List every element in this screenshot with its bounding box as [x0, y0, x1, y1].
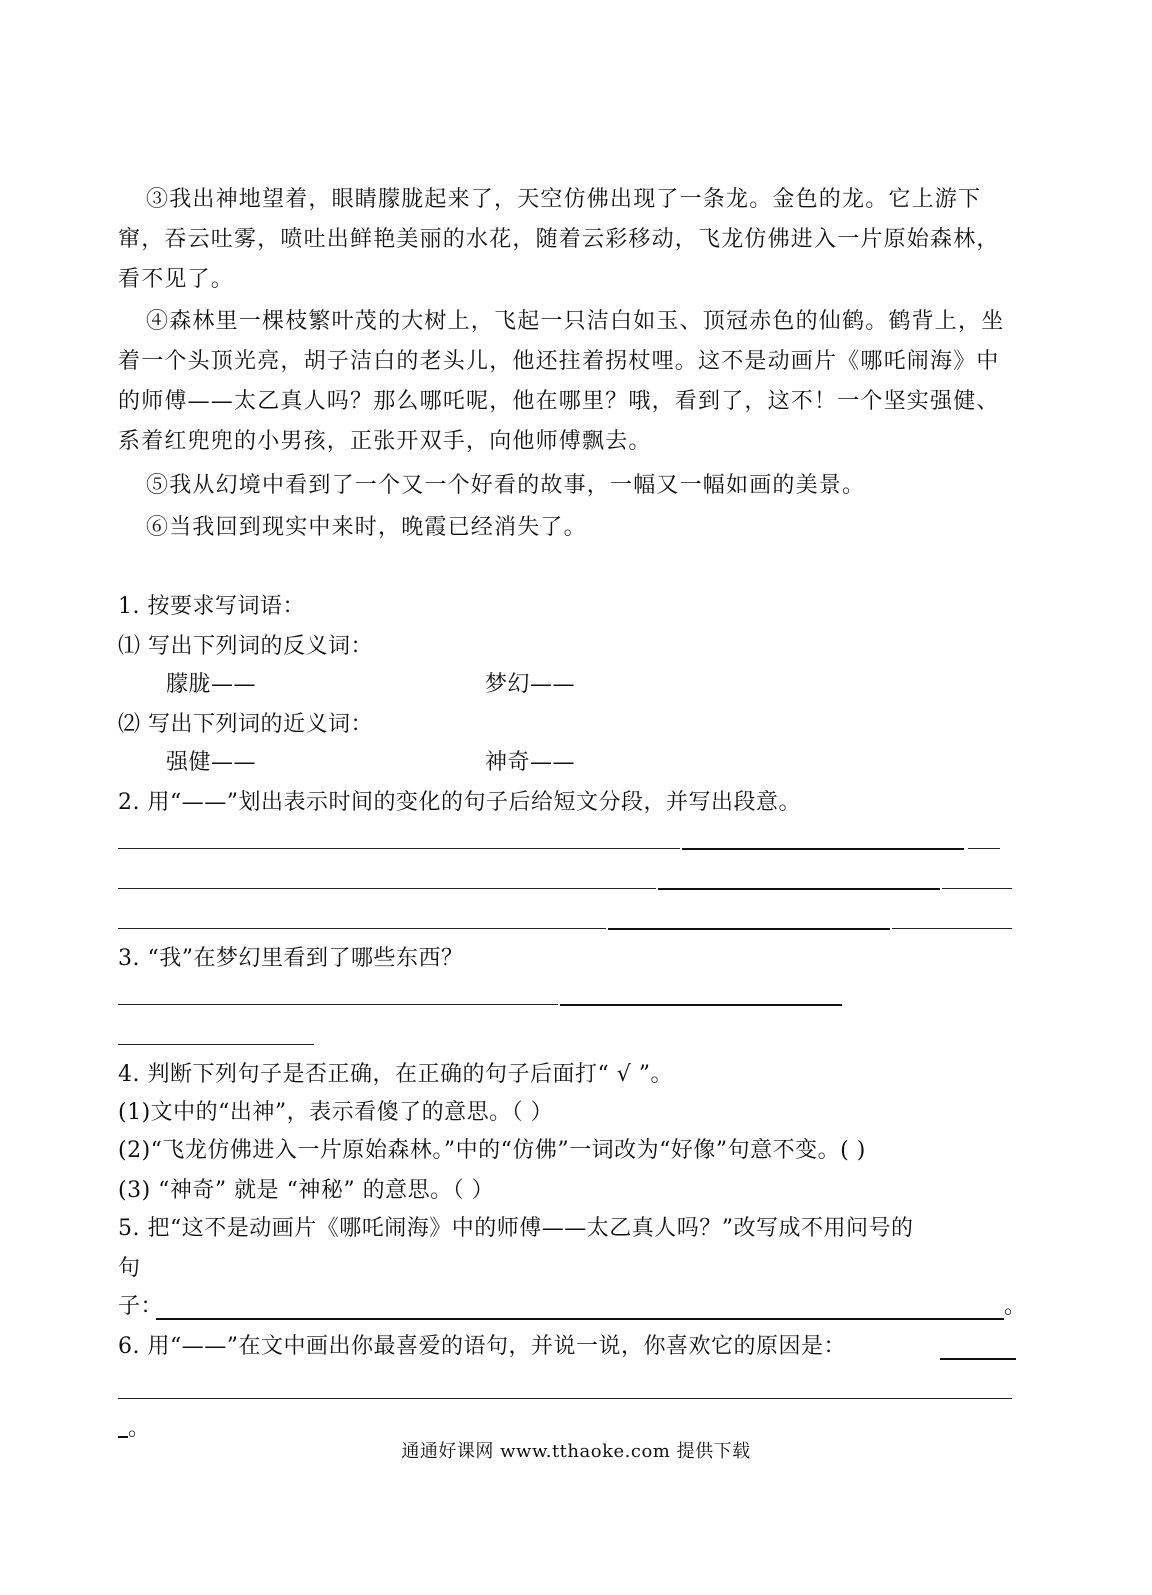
question-4-1: (1)文中的“出神”，表示看傻了的意思。（ ）	[118, 1100, 554, 1125]
answer-line[interactable]	[942, 888, 1012, 889]
answer-line[interactable]	[118, 848, 680, 849]
question-5: 5. 把“这不是动画片《哪吒闹海》中的师傅——太乙真人吗？”改写成不用问号的	[118, 1216, 914, 1241]
question-1-2: ⑵ 写出下列词的近义词：	[118, 712, 373, 737]
question-1: 1. 按要求写词语：	[118, 594, 305, 619]
question-1-1: ⑴ 写出下列词的反义词：	[118, 634, 373, 659]
antonym-1: 朦胧——	[166, 672, 257, 697]
answer-line[interactable]	[682, 848, 964, 850]
paragraph-4	[118, 302, 1018, 462]
answer-line[interactable]	[118, 1398, 1012, 1399]
answer-line[interactable]	[118, 888, 656, 889]
question-6: 6. 用“——”在文中画出你最喜爱的语句，并说一说，你喜欢它的原因是：	[118, 1334, 846, 1359]
answer-line[interactable]	[608, 928, 890, 930]
paragraph-6-text: ⑥当我回到现实中来时，晚霞已经消失了。	[146, 515, 587, 540]
question-6-end: 。	[128, 1416, 151, 1441]
page-footer: 通通好课网 www.tthaoke.com 提供下载	[401, 1441, 751, 1462]
question-4-3: (3) “神奇” 就是 “神秘” 的意思。（ ）	[118, 1178, 495, 1203]
paragraph-6	[118, 508, 1018, 548]
answer-line[interactable]	[118, 1044, 314, 1045]
answer-line[interactable]	[940, 1358, 1016, 1360]
synonym-1: 强健——	[166, 750, 257, 775]
question-5-cont: 句	[118, 1256, 141, 1281]
question-4: 4. 判断下列句子是否正确，在正确的句子后面打“ √ ”。	[118, 1062, 673, 1087]
answer-line[interactable]	[968, 848, 1000, 849]
question-5-end: 。	[1004, 1294, 1027, 1319]
question-5-answer-prefix: 子：	[118, 1294, 164, 1319]
synonym-2: 神奇——	[485, 750, 576, 775]
answer-line[interactable]	[118, 928, 606, 929]
paragraph-5	[118, 466, 1018, 506]
answer-line[interactable]	[658, 888, 940, 890]
question-4-2: (2)“飞龙仿佛进入一片原始森林。”中的“仿佛”一词改为“好像”句意不变。( )	[118, 1138, 866, 1163]
answer-line[interactable]	[118, 1436, 128, 1438]
answer-line[interactable]	[118, 1004, 558, 1005]
paragraph-4-text: ④森林里一棵枝繁叶茂的大树上，飞起一只洁白如玉、顶冠赤色的仙鹤。鹤背上，坐着一个头顶光亮，胡子洁白的老头儿，他还拄着拐杖哩。这不是动画片《哪吒闹海》中的师傅——太乙真人吗？那么哪吒呢，他在哪里？哦，看到了，这不！一个坚实强健、系着红兜兜的小男孩，正张开双手，向他师傅飘去。	[118, 309, 1005, 454]
paragraph-3-text: ③我出神地望着，眼睛朦胧起来了，天空仿佛出现了一条龙。金色的龙。它上游下窜，吞云吐雾，喷吐出鲜艳美丽的水花，随着云彩移动，飞龙仿佛进入一片原始森林，看不见了。	[118, 187, 1000, 292]
question-2: 2. 用“——”划出表示时间的变化的句子后给短文分段，并写出段意。	[118, 790, 801, 815]
paragraph-5-text: ⑤我从幻境中看到了一个又一个好看的故事，一幅又一幅如画的美景。	[146, 473, 866, 498]
question-3: 3. “我”在梦幻里看到了哪些东西？	[118, 946, 464, 971]
answer-line[interactable]	[156, 1318, 1004, 1320]
paragraph-3	[118, 180, 1018, 300]
antonym-2: 梦幻——	[485, 672, 576, 697]
answer-line[interactable]	[892, 928, 1012, 929]
answer-line[interactable]	[560, 1004, 842, 1006]
